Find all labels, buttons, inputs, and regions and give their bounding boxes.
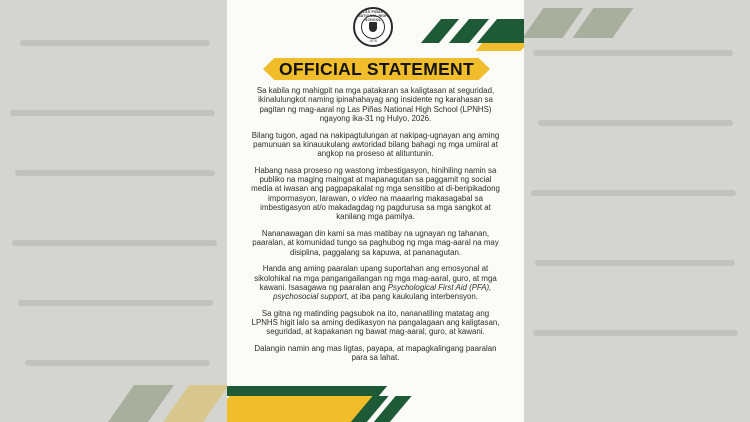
paragraph-text: Sa gitna ng matinding pagsubok na ito, nananatiling matatag ang LPNHS higit lalo sa aming dedikasyon na pangalagaan ang kaligtasan, seguridad, at kapakanan ng bawat mag-aaral, guro, at kawani.: [251, 308, 500, 337]
paragraph-text: Bilang tugon, agad na nakipagtulungan at nakipag-ugnayan ang aming pamunuan sa kinauukulang awtoridad bilang bahagi ng mga umiiral at angkop na proseso at alituntunin.: [251, 130, 500, 159]
backdrop-stripe: [572, 8, 633, 38]
backdrop-line: [533, 330, 738, 336]
statement-body: [248, 86, 503, 370]
paragraph-text: at iba pang kaukulang interbensyon.: [348, 292, 478, 302]
paragraph-text: Nananawagan din kami sa mas matibay na ugnayan ng tahanan, paaralan, at komunidad tungo sa paghubog ng mga mag-aaral na may disiplina, paggalang sa kapuwa, at pananagutan.: [252, 229, 499, 257]
page-title: OFFICIAL STATEMENT: [279, 59, 474, 79]
school-seal-icon: [353, 7, 393, 47]
statement-paragraph: [248, 264, 503, 301]
decor-stripe-green: [227, 386, 387, 396]
title-banner: [263, 58, 490, 80]
statement-paragraph: [248, 229, 503, 257]
backdrop-line: [25, 360, 210, 366]
paragraph-text: na maaaring makasagabal sa imbestigasyon at/o makadagdag ng pagdurusa sa mga sangkot at kanilang mga pamilya.: [260, 193, 491, 222]
blurred-backdrop-left: [0, 0, 227, 422]
statement-paragraph: [248, 344, 503, 363]
backdrop-line: [12, 240, 217, 246]
backdrop-line: [18, 300, 213, 306]
paragraph-text: Sa kabila ng mahigpit na mga patakaran sa kaligtasan at seguridad, ikinalulungkot naming ipinahahayag ang insidente ng karahasan sa pagitan ng mag-aaral ng Las Piñas National High School (LPNHS) ngayong ika-31 ng Hulyo, 2026.: [256, 86, 495, 123]
decor-stripe-yellow: [476, 43, 524, 51]
backdrop-line: [538, 120, 733, 126]
paragraph-text: Habang nasa proseso ng wastong imbestigasyon, hinihiling namin sa publiko na maging maingat at mapanagutan sa paggamit ng social media at iwasan ang pagpapakalat ng mga sensitibo at di-beripikadong impormasyon, larawan, o: [251, 165, 500, 203]
paragraph-text: Handa ang aming paaralan upang suportahan ang emosyonal at sikolohikal na mga pangangailangan ng mga mag-aaral, guro, at mga kawani. Isasagawa ng paaralan ang: [254, 264, 497, 292]
statement-paragraph: [248, 86, 503, 123]
backdrop-line: [531, 190, 736, 196]
statement-poster: [227, 0, 524, 422]
backdrop-stripe: [106, 385, 174, 422]
seal-emblem: [369, 22, 377, 32]
backdrop-line: [15, 170, 215, 176]
statement-paragraph: [248, 309, 503, 337]
emphasized-text: Psychological First Aid (PFA), psychosocial support,: [273, 282, 492, 302]
seal-year: 1976: [369, 39, 377, 43]
backdrop-line: [535, 260, 735, 266]
blurred-backdrop-right: [523, 0, 750, 422]
backdrop-line: [533, 50, 733, 56]
paragraph-text: Dalangin namin ang mas ligtas, payapa, at mapagkalingang paaralan para sa lahat.: [254, 344, 497, 363]
seal-name: LAS PIÑAS NATIONAL HIGH SCHOOL: [357, 10, 389, 22]
statement-paragraph: [248, 166, 503, 222]
backdrop-line: [20, 40, 210, 46]
backdrop-line: [10, 110, 215, 116]
statement-paragraph: [248, 131, 503, 159]
backdrop-stripe: [161, 385, 227, 422]
emphasized-text: video: [358, 193, 378, 203]
seal-ring: [361, 15, 385, 39]
